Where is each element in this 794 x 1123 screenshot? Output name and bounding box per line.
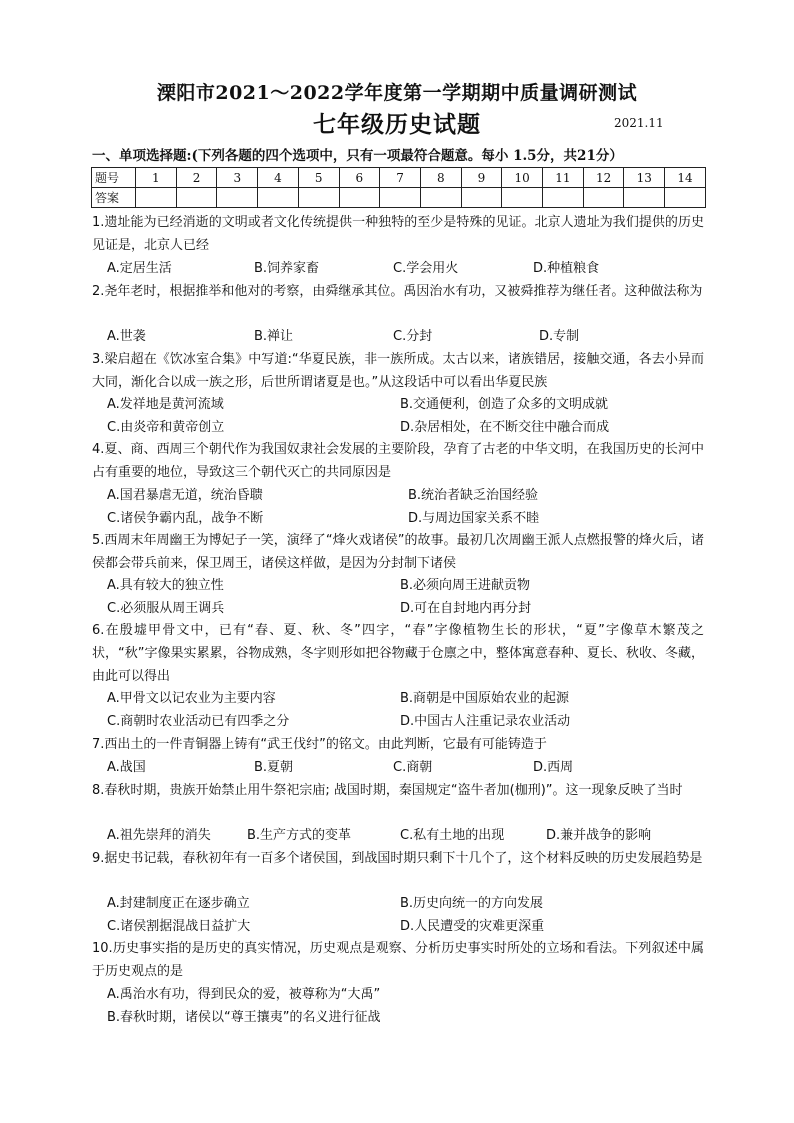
question-number-cell: 7 (380, 168, 421, 188)
option-a[interactable]: A.封建制度正在逐步确立 (107, 896, 250, 911)
exam-title: 溧阳市2021～2022学年度第一学期期中质量调研测试 (156, 82, 638, 104)
option-d[interactable]: D.杂居相处，在不断交往中融合而成 (400, 420, 610, 435)
option-c[interactable]: C.商朝 (393, 760, 433, 775)
option-b[interactable]: B.饲养家畜 (254, 261, 320, 276)
answer-cell[interactable] (298, 188, 339, 208)
option-c[interactable]: C.诸侯割据混战日益扩大 (107, 919, 251, 934)
question-number-cell: 13 (624, 168, 665, 188)
option-c[interactable]: C.私有土地的出现 (400, 828, 505, 843)
option-a[interactable]: A.定居生活 (107, 261, 172, 276)
question-number-cell: 2 (176, 168, 217, 188)
option-a[interactable]: A.具有较大的独立性 (107, 578, 224, 593)
question-stem: 5.西周末年周幽王为博妃子一笑，演绎了“烽火戏诸侯”的故事。最初几次周幽王派人点燃报警的烽火后，诸侯都会带兵前来，保卫周王，诸侯这样做，是因为分封制下诸侯 (92, 533, 704, 571)
option-c[interactable]: C.诸侯争霸内乱，战争不断 (107, 511, 264, 526)
question-number-cell: 9 (461, 168, 502, 188)
answer-cell[interactable] (665, 188, 706, 208)
option-d[interactable]: D.人民遭受的灾难更深重 (400, 919, 545, 934)
option-d[interactable]: D.中国古人注重记录农业活动 (400, 714, 571, 729)
option-b[interactable]: B.商朝是中国原始农业的起源 (400, 691, 570, 706)
answer-cell[interactable] (380, 188, 421, 208)
option-d[interactable]: D.与周边国家关系不睦 (408, 511, 540, 526)
question-stem: 9.据史书记载，春秋初年有一百多个诸侯国，到战国时期只剩下十几个了，这个材料反映的历史发展趋势是 (92, 851, 703, 866)
option-d[interactable]: D.专制 (539, 329, 580, 344)
option-b[interactable]: B.生产方式的变革 (247, 828, 352, 843)
question-stem: 6.在殷墟甲骨文中，已有“春、夏、秋、冬”四字，“春”字像植物生长的形状，“夏”字像草木繁茂之状，“秋”字像果实累累，谷物成熟，冬字则形如把谷物藏于仓廪之中，整体寓意春种、夏长、秋收、冬藏，由此可以得出 (92, 623, 704, 684)
question-number-cell: 1 (136, 168, 177, 188)
exam-date: 2021.11 (614, 116, 664, 130)
answer-cell[interactable] (583, 188, 624, 208)
option-b[interactable]: B.必须向周王进献贡物 (400, 578, 531, 593)
question-number-cell: 8 (420, 168, 461, 188)
option-d[interactable]: D.种植粮食 (533, 261, 600, 276)
answer-cell[interactable] (624, 188, 665, 208)
question-number-cell: 6 (339, 168, 380, 188)
answer-cell[interactable] (217, 188, 258, 208)
question-number-cell: 11 (543, 168, 584, 188)
option-c[interactable]: C.由炎帝和黄帝创立 (107, 420, 225, 435)
option-a[interactable]: A.甲骨文以记农业为主要内容 (107, 691, 276, 706)
option-b[interactable]: B.禅让 (254, 329, 294, 344)
question-number-cell: 3 (217, 168, 258, 188)
answer-cell[interactable] (339, 188, 380, 208)
option-a[interactable]: A.禹治水有功，得到民众的爱，被尊称为“大禹” (107, 987, 381, 1002)
question-stem: 7.西出土的一件青铜器上铸有“武王伐纣”的铭文。由此判断，它最有可能铸造于 (92, 737, 547, 752)
section-heading: 一、单项选择题:(下列各题的四个选项中，只有一项最符合题意。每小 1.5分，共21分） (92, 148, 623, 164)
question-stem: 3.梁启超在《饮冰室合集》中写道:“华夏民族，非一族所成。太古以来，诸族错居，接触交通，各去小异而大同，渐化合以成一族之形，后世所谓诸夏是也。”从这段话中可以看出华夏民族 (92, 352, 704, 390)
question-number-cell: 14 (665, 168, 706, 188)
question-stem: 8.春秋时期，贵族开始禁止用牛祭祀宗庙; 战国时期，秦国规定“盗牛者加(枷刑)”。这一现象反映了当时 (92, 783, 683, 798)
answer-table-number-row (92, 168, 706, 188)
answer-table (91, 167, 706, 208)
option-a[interactable]: A.国君暴虐无道，统治昏聩 (107, 488, 263, 503)
row-label-answer: 答案 (92, 188, 136, 208)
question-stem: 1.遗址能为已经消逝的文明或者文化传统提供一种独特的至少是特殊的见证。北京人遗址为我们提供的历史见证是，北京人已经 (92, 215, 704, 253)
option-d[interactable]: D.兼并战争的影响 (546, 828, 652, 843)
question-stem: 10.历史事实指的是历史的真实情况，历史观点是观察、分析历史事实时所处的立场和看法。下列叙述中属于历史观点的是 (92, 941, 704, 979)
question-number-cell: 4 (258, 168, 299, 188)
answer-cell[interactable] (258, 188, 299, 208)
answer-cell[interactable] (420, 188, 461, 208)
option-b[interactable]: B.春秋时期，诸侯以“尊王攘夷”的名义进行征战 (107, 1010, 381, 1025)
question-number-cell: 12 (583, 168, 624, 188)
answer-table-answer-row (92, 188, 706, 208)
option-c[interactable]: C.必须服从周王调兵 (107, 601, 225, 616)
exam-subtitle: 七年级历史试题 (313, 111, 481, 138)
option-a[interactable]: A.祖先崇拜的消失 (107, 828, 211, 843)
option-c[interactable]: C.学会用火 (393, 261, 459, 276)
question-number-cell: 5 (298, 168, 339, 188)
option-a[interactable]: A.世袭 (107, 329, 146, 344)
option-b[interactable]: B.夏朝 (254, 760, 294, 775)
question-number-cell: 10 (502, 168, 543, 188)
option-b[interactable]: B.交通便利，创造了众多的文明成就 (400, 397, 609, 412)
option-c[interactable]: C.商朝时农业活动已有四季之分 (107, 714, 290, 729)
question-stem: 4.夏、商、西周三个朝代作为我国奴隶社会发展的主要阶段，孕育了古老的中华文明，在我国历史的长河中占有重要的地位，导致这三个朝代灭亡的共同原因是 (92, 442, 704, 480)
option-b[interactable]: B.历史向统一的方向发展 (400, 896, 544, 911)
option-a[interactable]: A.战国 (107, 760, 146, 775)
answer-cell[interactable] (543, 188, 584, 208)
answer-cell[interactable] (136, 188, 177, 208)
option-a[interactable]: A.发祥地是黄河流域 (107, 397, 224, 412)
option-d[interactable]: D.可在自封地内再分封 (400, 601, 532, 616)
question-stem: 2.尧年老时，根据推举和他对的考察，由舜继承其位。禹因治水有功，又被舜推荐为继任者。这种做法称为 (92, 284, 703, 299)
option-c[interactable]: C.分封 (393, 329, 433, 344)
option-d[interactable]: D.西周 (533, 760, 574, 775)
row-label-number: 题号 (92, 168, 136, 188)
answer-cell[interactable] (176, 188, 217, 208)
answer-cell[interactable] (461, 188, 502, 208)
answer-cell[interactable] (502, 188, 543, 208)
option-b[interactable]: B.统治者缺乏治国经验 (408, 488, 539, 503)
